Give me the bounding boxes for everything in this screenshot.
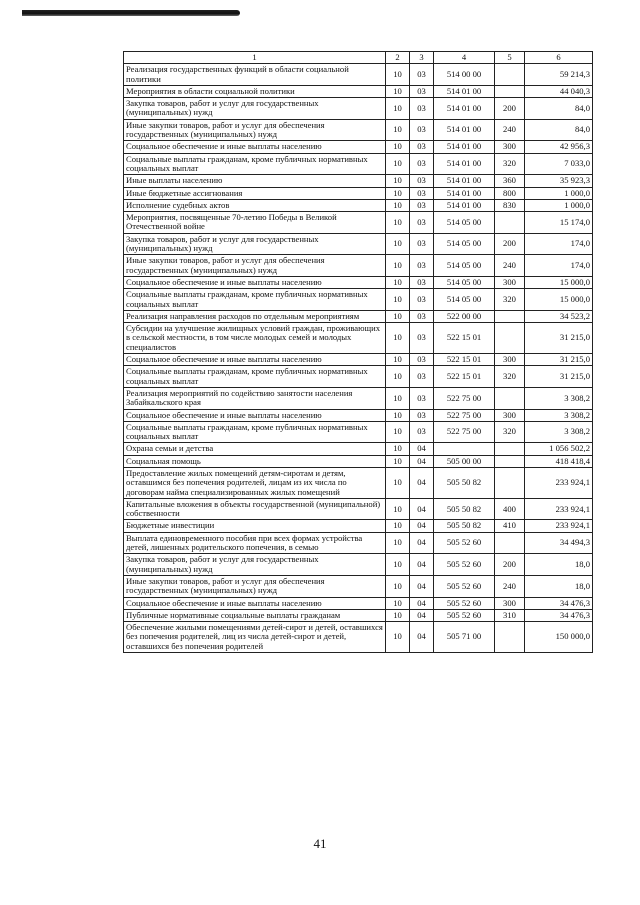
row-section: 10 xyxy=(386,421,410,443)
row-expense-type: 300 xyxy=(495,276,525,288)
row-target-code: 514 05 00 xyxy=(434,255,495,277)
row-subsection: 04 xyxy=(410,498,434,520)
row-section: 10 xyxy=(386,276,410,288)
row-amount: 18,0 xyxy=(525,554,593,576)
row-section: 10 xyxy=(386,175,410,187)
row-section: 10 xyxy=(386,141,410,153)
row-expense-type: 240 xyxy=(495,575,525,597)
row-amount: 34 494,3 xyxy=(525,532,593,554)
row-name: Мероприятия в области социальной политики xyxy=(124,85,386,97)
header-col-2: 2 xyxy=(386,52,410,64)
row-name: Капитальные вложения в объекты государственной (муниципальной) собственности xyxy=(124,498,386,520)
row-expense-type: 200 xyxy=(495,554,525,576)
table-row xyxy=(124,289,593,311)
table-row xyxy=(124,622,593,653)
row-section: 10 xyxy=(386,354,410,366)
row-section: 10 xyxy=(386,233,410,255)
row-section: 10 xyxy=(386,289,410,311)
top-decorative-line xyxy=(22,10,240,16)
table-row xyxy=(124,421,593,443)
table-row xyxy=(124,153,593,175)
row-subsection: 04 xyxy=(410,622,434,653)
row-name: Социальная помощь xyxy=(124,455,386,467)
row-subsection: 03 xyxy=(410,85,434,97)
row-expense-type xyxy=(495,212,525,234)
row-name: Закупка товаров, работ и услуг для государственных (муниципальных) нужд xyxy=(124,98,386,120)
row-amount: 418 418,4 xyxy=(525,455,593,467)
row-target-code: 505 52 60 xyxy=(434,597,495,609)
row-amount: 42 956,3 xyxy=(525,141,593,153)
row-subsection: 03 xyxy=(410,98,434,120)
row-expense-type: 300 xyxy=(495,354,525,366)
table-row xyxy=(124,554,593,576)
row-target-code: 514 01 00 xyxy=(434,119,495,141)
row-target-code: 514 05 00 xyxy=(434,289,495,311)
row-target-code: 505 71 00 xyxy=(434,622,495,653)
budget-table xyxy=(123,51,593,653)
row-target-code: 505 52 60 xyxy=(434,554,495,576)
row-section: 10 xyxy=(386,520,410,532)
row-section: 10 xyxy=(386,98,410,120)
row-target-code: 522 15 01 xyxy=(434,366,495,388)
row-section: 10 xyxy=(386,85,410,97)
row-target-code: 522 75 00 xyxy=(434,387,495,409)
table-row xyxy=(124,310,593,322)
row-amount: 18,0 xyxy=(525,575,593,597)
row-subsection: 04 xyxy=(410,575,434,597)
row-target-code: 514 05 00 xyxy=(434,276,495,288)
row-subsection: 03 xyxy=(410,409,434,421)
table-row xyxy=(124,255,593,277)
row-amount: 1 000,0 xyxy=(525,187,593,199)
row-section: 10 xyxy=(386,622,410,653)
row-expense-type: 360 xyxy=(495,175,525,187)
table-row xyxy=(124,366,593,388)
row-section: 10 xyxy=(386,212,410,234)
row-target-code: 505 00 00 xyxy=(434,455,495,467)
row-name: Предоставление жилых помещений детям-сиротам и детям, оставшимся без попечения родителей, лицам из их числа по договорам найма специализированных жилых помещений xyxy=(124,467,386,498)
row-subsection: 04 xyxy=(410,597,434,609)
row-amount: 34 523,2 xyxy=(525,310,593,322)
table-row xyxy=(124,443,593,455)
row-name: Закупка товаров, работ и услуг для государственных (муниципальных) нужд xyxy=(124,554,386,576)
row-name: Иные закупки товаров, работ и услуг для обеспечения государственных (муниципальных) нужд xyxy=(124,255,386,277)
row-amount: 59 214,3 xyxy=(525,64,593,86)
row-expense-type xyxy=(495,532,525,554)
row-target-code: 514 00 00 xyxy=(434,64,495,86)
row-section: 10 xyxy=(386,467,410,498)
row-section: 10 xyxy=(386,597,410,609)
row-target-code: 505 50 82 xyxy=(434,520,495,532)
row-amount: 233 924,1 xyxy=(525,498,593,520)
row-amount: 84,0 xyxy=(525,119,593,141)
header-col-6: 6 xyxy=(525,52,593,64)
row-expense-type: 300 xyxy=(495,141,525,153)
row-expense-type: 310 xyxy=(495,609,525,621)
row-amount: 233 924,1 xyxy=(525,520,593,532)
row-name: Бюджетные инвестиции xyxy=(124,520,386,532)
header-col-4: 4 xyxy=(434,52,495,64)
row-expense-type: 400 xyxy=(495,498,525,520)
table-row xyxy=(124,609,593,621)
row-amount: 15 000,0 xyxy=(525,289,593,311)
row-amount: 3 308,2 xyxy=(525,409,593,421)
header-col-3: 3 xyxy=(410,52,434,64)
header-row xyxy=(124,52,593,64)
row-subsection: 03 xyxy=(410,421,434,443)
row-name: Обеспечение жилыми помещениями детей-сирот и детей, оставшихся без попечения родителей, лиц из числа детей-сирот и детей, оставшихся без попечения родителей xyxy=(124,622,386,653)
row-section: 10 xyxy=(386,153,410,175)
row-name: Субсидии на улучшение жилищных условий граждан, проживающих в сельской местности, в том числе молодых семей и молодых специалистов xyxy=(124,323,386,354)
row-name: Мероприятия, посвященные 70-летию Победы в Великой Отечественной войне xyxy=(124,212,386,234)
row-target-code: 505 52 60 xyxy=(434,532,495,554)
row-section: 10 xyxy=(386,387,410,409)
row-subsection: 04 xyxy=(410,467,434,498)
row-section: 10 xyxy=(386,532,410,554)
row-subsection: 04 xyxy=(410,455,434,467)
table-row xyxy=(124,387,593,409)
row-target-code: 514 01 00 xyxy=(434,199,495,211)
row-subsection: 04 xyxy=(410,520,434,532)
row-target-code: 514 01 00 xyxy=(434,175,495,187)
row-subsection: 03 xyxy=(410,141,434,153)
row-subsection: 04 xyxy=(410,609,434,621)
row-expense-type: 320 xyxy=(495,421,525,443)
row-target-code xyxy=(434,443,495,455)
row-subsection: 03 xyxy=(410,153,434,175)
row-expense-type xyxy=(495,64,525,86)
row-subsection: 03 xyxy=(410,233,434,255)
table-row xyxy=(124,212,593,234)
row-subsection: 03 xyxy=(410,119,434,141)
row-subsection: 04 xyxy=(410,532,434,554)
row-expense-type xyxy=(495,622,525,653)
row-amount: 31 215,0 xyxy=(525,366,593,388)
row-section: 10 xyxy=(386,409,410,421)
row-expense-type: 410 xyxy=(495,520,525,532)
row-subsection: 03 xyxy=(410,387,434,409)
row-target-code: 514 01 00 xyxy=(434,85,495,97)
row-subsection: 03 xyxy=(410,366,434,388)
row-expense-type: 300 xyxy=(495,409,525,421)
row-expense-type: 240 xyxy=(495,119,525,141)
row-name: Исполнение судебных актов xyxy=(124,199,386,211)
row-section: 10 xyxy=(386,443,410,455)
row-target-code: 522 00 00 xyxy=(434,310,495,322)
row-name: Иные выплаты населению xyxy=(124,175,386,187)
row-name: Социальные выплаты гражданам, кроме публичных нормативных социальных выплат xyxy=(124,289,386,311)
row-subsection: 03 xyxy=(410,310,434,322)
row-expense-type xyxy=(495,387,525,409)
table-row xyxy=(124,233,593,255)
row-name: Иные закупки товаров, работ и услуг для обеспечения государственных (муниципальных) нужд xyxy=(124,575,386,597)
row-amount: 34 476,3 xyxy=(525,609,593,621)
row-subsection: 03 xyxy=(410,323,434,354)
table-row xyxy=(124,175,593,187)
table-row xyxy=(124,532,593,554)
row-name: Иные закупки товаров, работ и услуг для обеспечения государственных (муниципальных) нужд xyxy=(124,119,386,141)
row-target-code: 514 01 00 xyxy=(434,187,495,199)
row-amount: 7 033,0 xyxy=(525,153,593,175)
row-name: Реализация государственных функций в области социальной политики xyxy=(124,64,386,86)
row-name: Иные бюджетные ассигнования xyxy=(124,187,386,199)
row-section: 10 xyxy=(386,187,410,199)
row-subsection: 03 xyxy=(410,187,434,199)
row-expense-type: 800 xyxy=(495,187,525,199)
row-target-code: 522 75 00 xyxy=(434,421,495,443)
row-name: Публичные нормативные социальные выплаты гражданам xyxy=(124,609,386,621)
row-subsection: 04 xyxy=(410,443,434,455)
row-section: 10 xyxy=(386,119,410,141)
row-amount: 174,0 xyxy=(525,255,593,277)
row-amount: 35 923,3 xyxy=(525,175,593,187)
row-section: 10 xyxy=(386,323,410,354)
table-row xyxy=(124,141,593,153)
row-expense-type xyxy=(495,310,525,322)
row-amount: 1 056 502,2 xyxy=(525,443,593,455)
row-amount: 3 308,2 xyxy=(525,421,593,443)
row-section: 10 xyxy=(386,310,410,322)
row-section: 10 xyxy=(386,609,410,621)
header-col-5: 5 xyxy=(495,52,525,64)
table-row xyxy=(124,575,593,597)
row-name: Реализация направления расходов по отдельным мероприятиям xyxy=(124,310,386,322)
row-subsection: 03 xyxy=(410,64,434,86)
row-expense-type: 830 xyxy=(495,199,525,211)
row-target-code: 514 05 00 xyxy=(434,212,495,234)
table-row xyxy=(124,85,593,97)
row-amount: 150 000,0 xyxy=(525,622,593,653)
row-amount: 174,0 xyxy=(525,233,593,255)
table-row xyxy=(124,119,593,141)
row-subsection: 03 xyxy=(410,276,434,288)
row-subsection: 03 xyxy=(410,354,434,366)
table-row xyxy=(124,520,593,532)
row-name: Социальное обеспечение и иные выплаты населению xyxy=(124,276,386,288)
table-row xyxy=(124,409,593,421)
row-expense-type xyxy=(495,443,525,455)
row-amount: 34 476,3 xyxy=(525,597,593,609)
row-expense-type: 320 xyxy=(495,366,525,388)
row-section: 10 xyxy=(386,455,410,467)
row-target-code: 505 50 82 xyxy=(434,467,495,498)
row-name: Охрана семьи и детства xyxy=(124,443,386,455)
row-expense-type: 300 xyxy=(495,597,525,609)
row-expense-type xyxy=(495,323,525,354)
row-target-code: 505 50 82 xyxy=(434,498,495,520)
page-number: 41 xyxy=(313,836,327,851)
row-target-code: 514 01 00 xyxy=(434,153,495,175)
row-name: Социальные выплаты гражданам, кроме публичных нормативных социальных выплат xyxy=(124,153,386,175)
table-row xyxy=(124,199,593,211)
row-expense-type: 320 xyxy=(495,289,525,311)
row-target-code: 514 05 00 xyxy=(434,233,495,255)
row-amount: 31 215,0 xyxy=(525,354,593,366)
row-subsection: 03 xyxy=(410,199,434,211)
table-row xyxy=(124,187,593,199)
row-expense-type xyxy=(495,467,525,498)
row-subsection: 03 xyxy=(410,175,434,187)
row-section: 10 xyxy=(386,575,410,597)
row-target-code: 522 15 01 xyxy=(434,354,495,366)
row-expense-type xyxy=(495,85,525,97)
row-name: Социальное обеспечение и иные выплаты населению xyxy=(124,141,386,153)
row-target-code: 514 01 00 xyxy=(434,98,495,120)
row-amount: 3 308,2 xyxy=(525,387,593,409)
table-row xyxy=(124,98,593,120)
row-subsection: 03 xyxy=(410,212,434,234)
row-section: 10 xyxy=(386,199,410,211)
row-subsection: 04 xyxy=(410,554,434,576)
row-expense-type: 240 xyxy=(495,255,525,277)
row-name: Социальное обеспечение и иные выплаты населению xyxy=(124,409,386,421)
row-expense-type xyxy=(495,455,525,467)
row-section: 10 xyxy=(386,498,410,520)
table-row xyxy=(124,455,593,467)
table-row xyxy=(124,467,593,498)
row-name: Социальное обеспечение и иные выплаты населению xyxy=(124,597,386,609)
row-expense-type: 200 xyxy=(495,233,525,255)
row-amount: 44 040,3 xyxy=(525,85,593,97)
row-target-code: 522 75 00 xyxy=(434,409,495,421)
row-section: 10 xyxy=(386,366,410,388)
table-row xyxy=(124,498,593,520)
table-row xyxy=(124,323,593,354)
table-row xyxy=(124,597,593,609)
row-name: Социальное обеспечение и иные выплаты населению xyxy=(124,354,386,366)
row-name: Выплата единовременного пособия при всех формах устройства детей, лишенных родительского попечения, в семью xyxy=(124,532,386,554)
row-name: Социальные выплаты гражданам, кроме публичных нормативных социальных выплат xyxy=(124,421,386,443)
row-amount: 233 924,1 xyxy=(525,467,593,498)
row-target-code: 505 52 60 xyxy=(434,609,495,621)
row-name: Социальные выплаты гражданам, кроме публичных нормативных социальных выплат xyxy=(124,366,386,388)
table-row xyxy=(124,64,593,86)
row-amount: 15 000,0 xyxy=(525,276,593,288)
row-amount: 84,0 xyxy=(525,98,593,120)
row-expense-type: 200 xyxy=(495,98,525,120)
row-expense-type: 320 xyxy=(495,153,525,175)
row-name: Закупка товаров, работ и услуг для государственных (муниципальных) нужд xyxy=(124,233,386,255)
row-section: 10 xyxy=(386,255,410,277)
row-target-code: 522 15 01 xyxy=(434,323,495,354)
row-target-code: 514 01 00 xyxy=(434,141,495,153)
header-col-1: 1 xyxy=(124,52,386,64)
table-row xyxy=(124,354,593,366)
row-subsection: 03 xyxy=(410,255,434,277)
row-section: 10 xyxy=(386,64,410,86)
row-target-code: 505 52 60 xyxy=(434,575,495,597)
row-amount: 15 174,0 xyxy=(525,212,593,234)
row-amount: 1 000,0 xyxy=(525,199,593,211)
table-row xyxy=(124,276,593,288)
row-section: 10 xyxy=(386,554,410,576)
row-amount: 31 215,0 xyxy=(525,323,593,354)
row-name: Реализация мероприятий по содействию занятости населения Забайкальского края xyxy=(124,387,386,409)
row-subsection: 03 xyxy=(410,289,434,311)
